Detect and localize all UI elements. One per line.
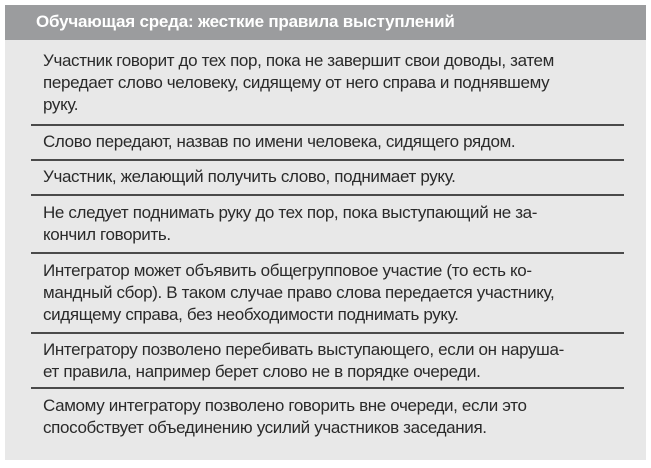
rule-text-line: мандный сбор). В таком случае право слова передается участнику, (43, 283, 555, 302)
rule-row (31, 254, 624, 334)
rule-text-line: кончил говорить. (43, 225, 171, 244)
rule-text-line: Интегратор может объявить общегрупповое участие (то есть ко- (43, 261, 532, 280)
rule-row (31, 40, 624, 126)
rule-row (31, 196, 624, 254)
box-title: Обучающая среда: жесткие правила выступлений (36, 12, 455, 31)
rule-text-line: Интегратору позволено перебивать выступающего, если он наруша- (43, 340, 564, 359)
rule-text-line: Не следует поднимать руку до тех пор, пока выступающий не за- (43, 203, 538, 222)
rules-box (5, 5, 646, 460)
rule-row (31, 126, 624, 161)
rule-text-line: руку. (43, 95, 79, 114)
rule-text-line: передает слово человеку, сидящему от него справа и поднявшему (43, 73, 550, 92)
rule-text-line: Самому интегратору позволено говорить вне очереди, если это (43, 396, 527, 415)
rules-list (31, 40, 624, 465)
box-header (5, 5, 646, 40)
rule-row (31, 389, 624, 465)
rule-text-line: способствует объединению усилий участников заседания. (43, 418, 487, 437)
rule-row (31, 334, 624, 389)
rule-text-line: Участник говорит до тех пор, пока не завершит свои доводы, затем (43, 51, 555, 70)
rule-text-line: Слово передают, назвав по имени человека, сидящего рядом. (43, 132, 516, 151)
rule-row (31, 161, 624, 196)
rule-text-line: ет правила, например берет слово не в порядке очереди. (43, 362, 481, 381)
rule-text-line: Участник, желающий получить слово, поднимает руку. (43, 167, 456, 186)
rule-text-line: сидящему справа, без необходимости поднимать руку. (43, 305, 459, 324)
